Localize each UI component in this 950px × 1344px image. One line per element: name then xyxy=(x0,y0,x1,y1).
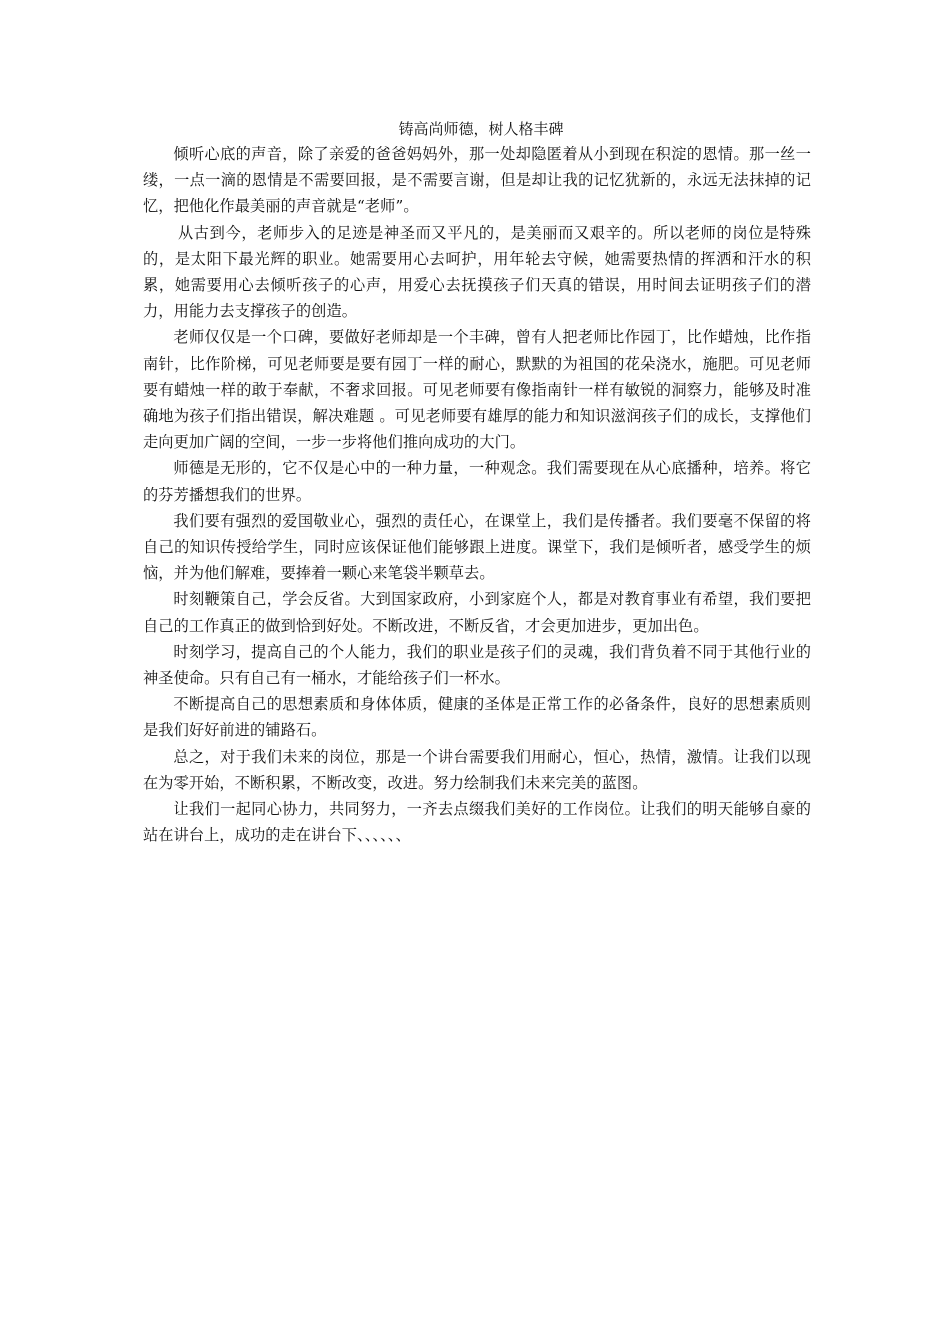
paragraph-9: 总之，对于我们未来的岗位，那是一个讲台需要我们用耐心，恒心，热情，激情。让我们以现在为零开始，不断积累，不断改变，改进。努力绘制我们未来完美的蓝图。 xyxy=(143,747,811,792)
paragraph-4: 师德是无形的，它不仅是心中的一种力量，一种观念。我们需要现在从心底播种，培养。将它的芬芳播想我们的世界。 xyxy=(143,459,811,504)
document-title: 铸高尚师德，树人格丰碑 xyxy=(398,120,564,138)
document-page xyxy=(143,118,811,848)
paragraph-6: 时刻鞭策自己，学会反省。大到国家政府，小到家庭个人，都是对教育事业有希望，我们要把自己的工作真正的做到恰到好处。不断改进，不断反省，才会更加进步，更加出色。 xyxy=(143,590,811,635)
paragraph-1: 倾听心底的声音，除了亲爱的爸爸妈妈外，那一处却隐匿着从小到现在积淀的恩情。那一丝一缕，一点一滴的恩情是不需要回报，是不需要言谢，但是却让我的记忆犹新的，永远无法抹掉的记忆，把他化作最美丽的声音就是“老师”。 xyxy=(143,145,811,216)
paragraph-7: 时刻学习，提高自己的个人能力，我们的职业是孩子们的灵魂，我们背负着不同于其他行业的神圣使命。只有自己有一桶水，才能给孩子们一杯水。 xyxy=(143,642,811,688)
paragraph-10: 让我们一起同心协力，共同努力，一齐去点缀我们美好的工作岗位。让我们的明天能够自豪的站在讲台上，成功的走在讲台下、、、、、、 xyxy=(143,800,811,845)
paragraph-8: 不断提高自己的思想素质和身体体质，健康的圣体是正常工作的必备条件，良好的思想素质则是我们好好前进的铺路石。 xyxy=(143,695,811,740)
paragraph-3: 老师仅仅是一个口碑，要做好老师却是一个丰碑，曾有人把老师比作园丁，比作蜡烛，比作指南针，比作阶梯，可见老师要是要有园丁一样的耐心，默默的为祖国的花朵浇水，施肥。可见老师要有蜡烛一样的敢于奉献，不奢求回报。可见老师要有像指南针一样有敏锐的洞察力，能够及时准确地为孩子们指出错误，解决难题 。可见老师要有雄厚的能力和知识滋润孩子们的成长，支撑他们走向更加广阔的空间，一步一步将他们推向成功的大门。 xyxy=(143,328,811,452)
paragraph-2: 从古到今，老师步入的足迹是神圣而又平凡的，是美丽而又艰辛的。所以老师的岗位是特殊的，是太阳下最光辉的职业。她需要用心去呵护，用年轮去守候，她需要热情的挥洒和汗水的积累，她需要用心去倾听孩子的心声，用爱心去抚摸孩子们天真的错误，用时间去证明孩子们的潜力，用能力去支撑孩子的创造。 xyxy=(143,223,811,321)
paragraph-5: 我们要有强烈的爱国敬业心，强烈的责任心，在课堂上，我们是传播者。我们要毫不保留的将自己的知识传授给学生，同时应该保证他们能够跟上进度。课堂下，我们是倾听者，感受学生的烦恼，并为他们解难，要捧着一颗心来笔袋半颗草去。 xyxy=(143,511,811,583)
